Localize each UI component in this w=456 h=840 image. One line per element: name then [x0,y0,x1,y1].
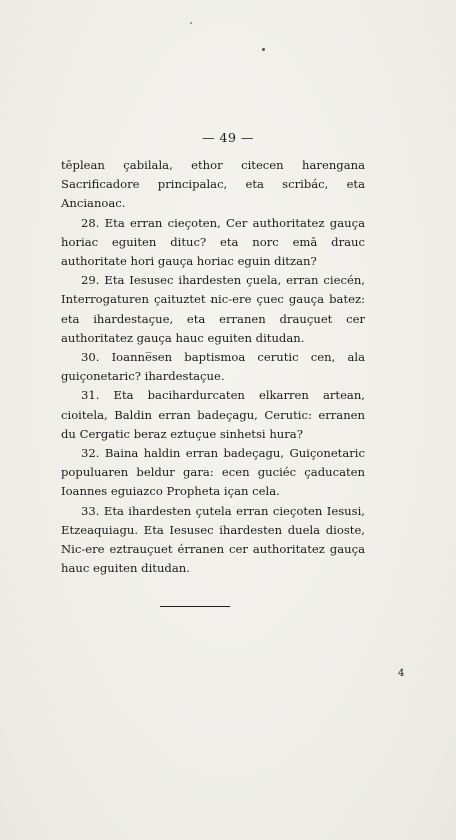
page-number: — 49 — [202,130,254,145]
verse-28: 28. Eta erran cieçoten, Cer authoritatez gauça horiac eguiten dituc? eta norc emā drauc authoritate hori gauça horiac eguin ditzan? [61,215,365,269]
scripture-text [61,156,365,578]
signature-mark: 4 [398,668,405,679]
verse-continuation: tēplean çabilala, ethor citecen harengana Sacrificadore principalac, eta scribác, eta Ancianoac. [61,158,365,211]
verse-32: 32. Baina haldin erran badeçagu, Guiçonetaric populuaren beldur gara: ecen guciéc çaducaten Ioannes eguiazco Propheta içan cela. [61,446,365,499]
verse-33: 33. Eta ihardesten çutela erran cieçoten Iesusi, Etzeaquiagu. Eta Iesusec ihardesten duela dioste, Nic-ere eztrauçuet érranen cer authoritatez gauça hauc eguiten ditudan. [61,503,365,576]
verse-30: 30. Ioanne̅sen baptismoa cerutic cen, ala guiçonetaric? ihardestaçue. [61,350,365,384]
paper-speck [262,48,265,51]
verse-31: 31. Eta bacihardurcaten elkarren artean, cioitela, Baldin erran badeçagu, Cerutic: erranen du Cergatic beraz eztuçue sinhetsi hura? [61,388,365,441]
verse-29: 29. Eta Iesusec ihardesten çuela, erran ciecén, Interrogaturen çaituztet nic-ere çuec gauça batez: eta ihardestaçue, eta erranen drauçuet cer authoritatez gauça hauc eguiten ditudan. [61,273,365,345]
paper-speck [190,22,192,24]
chapter-end-rule [160,606,230,607]
